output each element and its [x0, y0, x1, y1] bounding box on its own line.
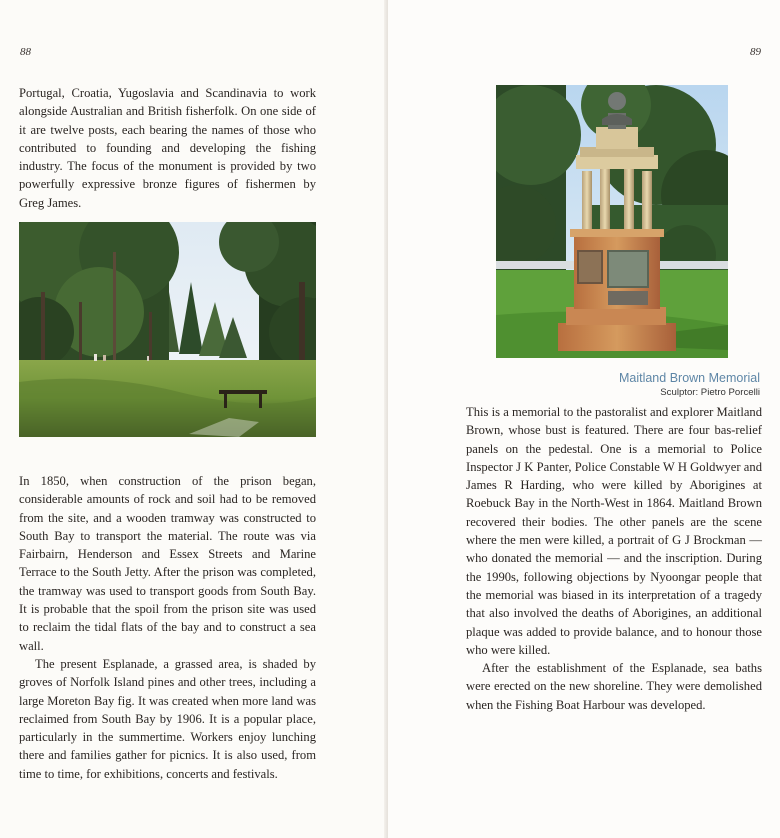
- esplanade-photo: [19, 222, 316, 437]
- intro-paragraph: Portugal, Croatia, Yugoslavia and Scandinavia to work alongside Australian and British fisherfolk. On one side of it are twelve posts, each bearing the names of those who contributed to founding and developing the fishing industry. The focus of the monument is provided by two powerfully expressive bronze figures of fishermen by Greg James.: [19, 86, 316, 210]
- memorial-caption: Maitland Brown Memorial: [618, 371, 760, 385]
- left-paragraph-2: The present Esplanade, a grassed area, is shaded by groves of Norfolk Island pines and other trees, including a large Moreton Bay fig. It was created when more land was reclaimed from South Bay by 1906. It is a popular place, particularly in the summertime. Workers enjoy lunching there and families gather for picnics. It is also used, from time to time, for exhibitions, concerts and festivals.: [19, 656, 316, 781]
- page-number-left: 88: [20, 46, 31, 58]
- intro-paragraph-block: [19, 84, 316, 212]
- left-paragraph-1: In 1850, when construction of the prison began, considerable amounts of rock and soil had to be removed from the site, and a wooden tramway was constructed to South Bay to transport the material. The route was via Fairbairn, Henderson and Essex Streets and Marine Terrace to the South Jetty. After the prison was completed, the tramway was used to transport goods from South Bay. It is probable that the spoil from the prison site was used to reclaim the tidal flats of the bay and to construct a sea wall.: [19, 474, 316, 653]
- right-paragraph-2: After the establishment of the Esplanade, sea baths were erected on the new shoreline. They were demolished when the Fishing Boat Harbour was developed.: [466, 661, 762, 712]
- right-paragraph-1: This is a memorial to the pastoralist and explorer Maitland Brown, whose bust is featured. There are four bas-relief panels on the pedestal. One is a memorial to Police Inspector J K Panter, Police Constable W H Goldwyer and James R Harding, who were killed by Aborigines at Roebuck Bay in the North-West in 1864. Maitland Brown recovered their bodies. The other panels are the scene where the men were killed, a portrait of G J Brockman — who donated the memorial — and the inscription. During the 1990s, following objections by Nyoongar people that the memorial was biased in its interpretation of a tragedy that also involved the deaths of Aborigines, an additional plaque was added to provide balance, and to honour those who were killed.: [466, 405, 762, 657]
- right-body-text: [466, 403, 762, 714]
- left-body-text: [19, 472, 316, 783]
- left-page: [0, 0, 388, 838]
- page-number-right: 89: [750, 46, 761, 58]
- sculptor-credit: Sculptor: Pietro Porcelli: [660, 387, 760, 398]
- maitland-brown-memorial-photo: [496, 85, 728, 358]
